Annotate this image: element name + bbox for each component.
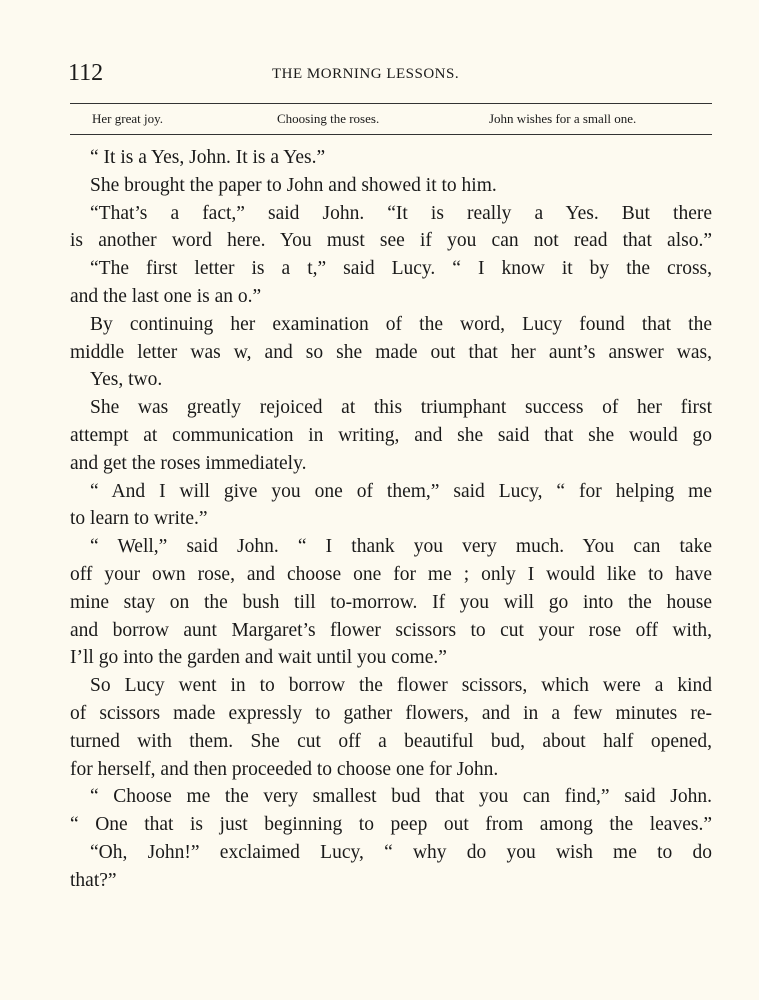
text-line: Yes, two. [90, 369, 163, 391]
text-line: that?” [70, 869, 117, 891]
text-line: for herself, and then proceeded to choose one for John. [70, 758, 499, 780]
body-text [70, 144, 712, 895]
text-line: “ Well,” said John. “ I thank you very much. You can take [90, 536, 712, 558]
bottom-rule [70, 134, 712, 135]
text-line: “ Choose me the very smallest bud that you can find,” said John. [90, 786, 712, 808]
text-line: “Oh, John!” exclaimed Lucy, “ why do you wish me to do [90, 841, 712, 863]
text-line: I’ll go into the garden and wait until you come.” [70, 647, 447, 669]
text-line: She brought the paper to John and showed it to him. [90, 174, 497, 196]
page-number: 112 [68, 60, 104, 86]
text-line: and borrow aunt Margaret’s flower scissors to cut your rose off with, [70, 619, 712, 641]
text-line: and the last one is an o.” [70, 285, 262, 307]
text-line: attempt at communication in writing, and she said that she would go [70, 424, 712, 446]
topic-choosing-the-roses: Choosing the roses. [277, 111, 380, 126]
text-line: She was greatly rejoiced at this triumphant success of her first [90, 397, 712, 419]
text-line: off your own rose, and choose one for me ; only I would like to have [70, 563, 712, 585]
text-line: So Lucy went in to borrow the flower scissors, which were a kind [90, 675, 712, 697]
text-line: “ One that is just beginning to peep out from among the leaves.” [70, 814, 712, 836]
text-line: to learn to write.” [70, 508, 208, 530]
text-line: is another word here. You must see if you can not read that also.” [70, 230, 712, 252]
running-head: THE MORNING LESSONS. [272, 66, 460, 82]
text-line: middle letter was w, and so she made out that her aunt’s answer was, [70, 341, 712, 363]
top-rule [70, 103, 712, 104]
text-line: “That’s a fact,” said John. “It is really a Yes. But there [90, 202, 712, 224]
topic-john-wishes: John wishes for a small one. [489, 111, 637, 126]
text-line: “ It is a Yes, John. It is a Yes.” [90, 147, 326, 168]
text-line: By continuing her examination of the word, Lucy found that the [90, 313, 712, 335]
text-line: and get the roses immediately. [70, 452, 307, 474]
text-line: turned with them. She cut off a beautiful bud, about half opened, [70, 730, 712, 752]
topic-her-great-joy: Her great joy. [92, 111, 163, 126]
text-line: mine stay on the bush till to-morrow. If you will go into the house [70, 591, 712, 613]
text-line: of scissors made expressly to gather flowers, and in a few minutes re- [70, 702, 712, 724]
text-line: “ And I will give you one of them,” said Lucy, “ for helping me [90, 480, 712, 502]
text-line: “The first letter is a t,” said Lucy. “ I know it by the cross, [90, 258, 712, 280]
